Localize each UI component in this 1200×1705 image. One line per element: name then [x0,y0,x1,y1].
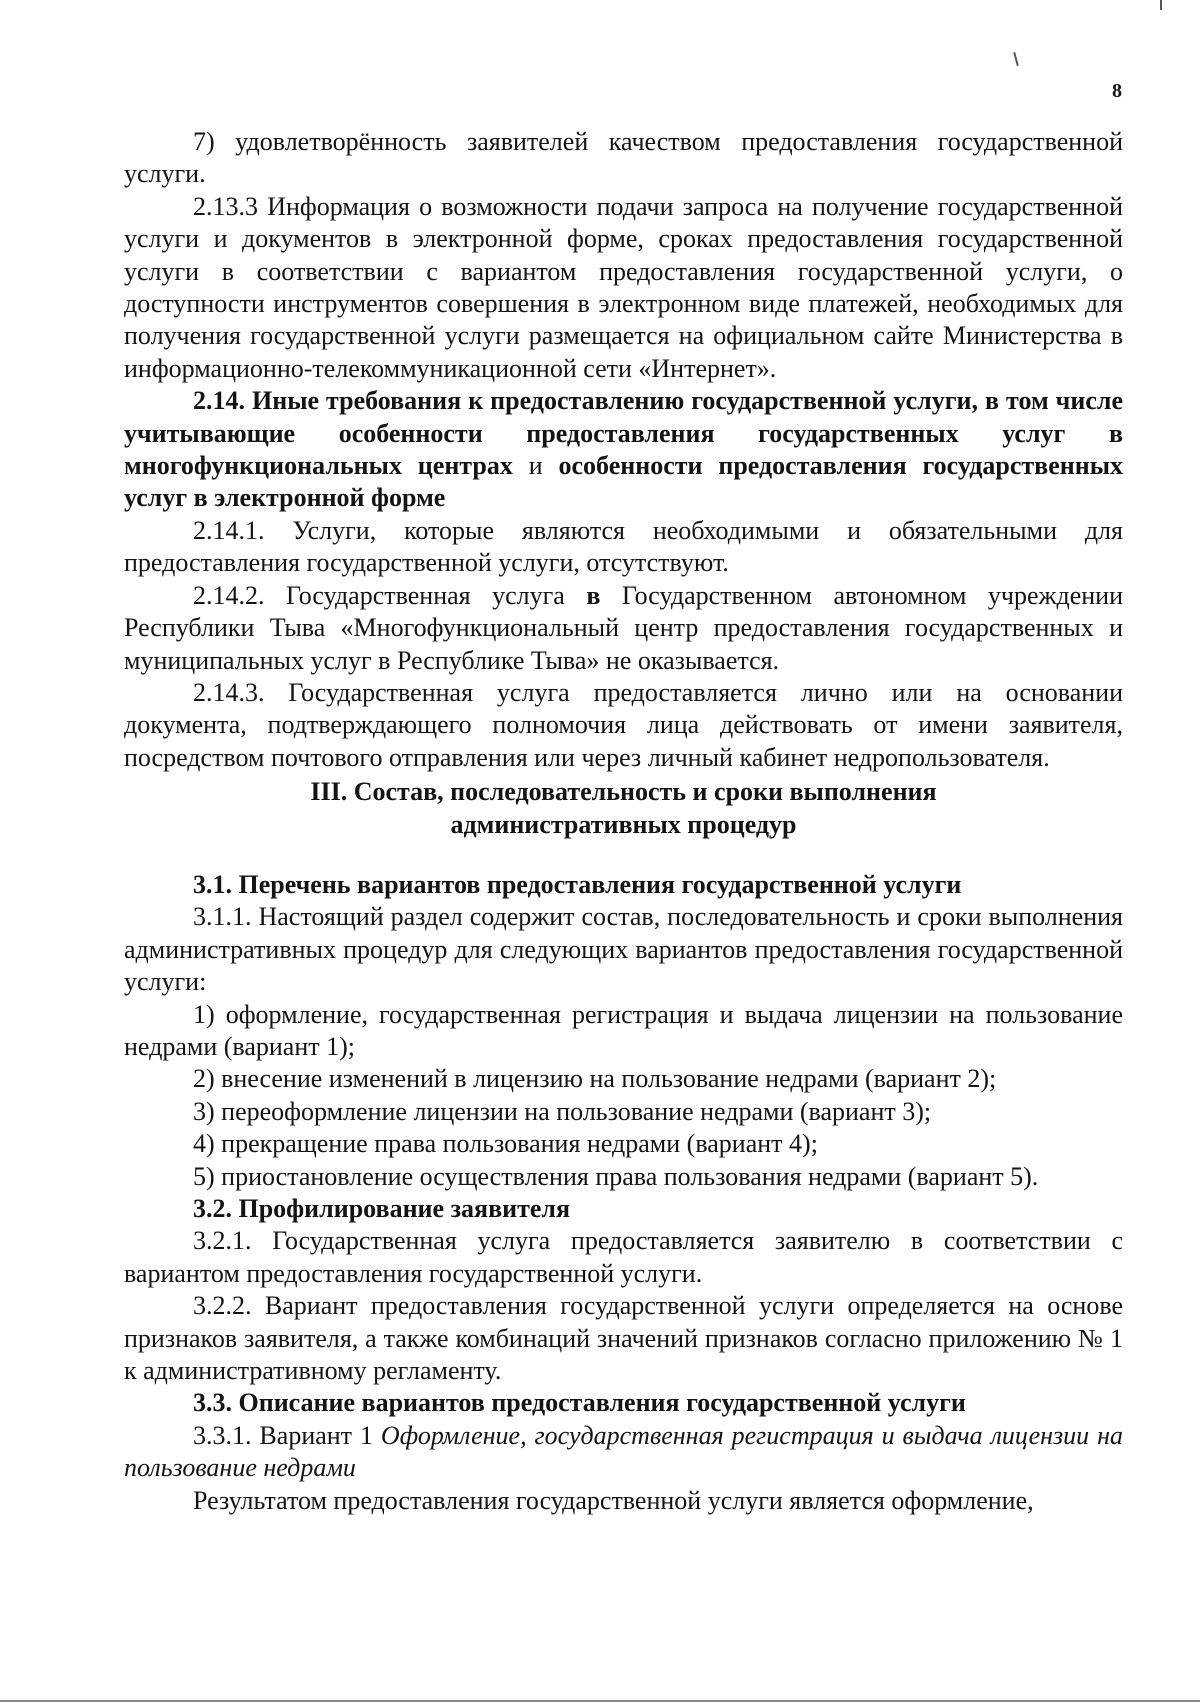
paragraph: 7) удовлетворённость заявителей качеством предоставления государственной услуги. [124,127,1123,189]
section-title-iii: III. Состав, последовательность и сроки выполнения административных процедур [310,777,937,839]
bold-text: особенности предоставления государственных услуг в электронной форме [124,451,1123,513]
paragraph: 3.2.2. Вариант предоставления государственной услуги определяется на основе признаков заявителя, а также комбинаций значений признаков согласно приложению № 1 к административному регламенту. [124,1291,1123,1386]
section-heading-2-14 [124,385,1123,515]
paragraph: 2.13.3 Информация о возможности подачи запроса на получение государственной услуги и документов в электронной форме, сроках предоставления государственной услуги в соответствии с вариантом предоставления государственной услуги, о доступности инструментов совершения в электронном виде платежей, необходимых для получения государственной услуги размещается на официальном сайте Министерства в информационно-телекоммуникационной сети «Интернет». [124,191,1123,383]
page-number: 8 [1112,80,1122,102]
list-item: 3) переоформление лицензии на пользование недрами (вариант 3); [193,1096,932,1126]
paragraph: 2.14.1. Услуги, которые являются необходимыми и обязательными для предоставления государственной услуги, отсутствуют. [124,515,1123,578]
plain-text: 3.3.1. Вариант 1 [193,1420,381,1450]
subsection-heading-3-1 [124,869,1123,901]
paragraph: 3.1.1. Настоящий раздел содержит состав, последовательность и сроки выполнения административных процедур для следующих вариантов предоставления государственной услуги: [124,902,1123,997]
paragraph: Результатом предоставления государственной услуги является оформление, [193,1485,1034,1515]
plain-text: 2.14.2. Государственная услуга [193,580,587,610]
plain-text: и [512,451,559,481]
list-item: 5) приостановление осуществления права пользования недрами (вариант 5). [193,1161,1039,1191]
bold-text: 2.14. Иные требования к предоставлению государственной услуги, в том числе учитывающие особенности предоставления государственных услуг в многофункциональных центрах [124,386,1123,481]
paragraph: 3.2.1. Государственная услуга предоставляется заявителю в соответствии с вариантом предоставления государственной услуги. [124,1226,1123,1288]
document-body [124,126,1123,1517]
bold-text: 3.2. Профилирование заявителя [193,1194,571,1223]
subsection-heading-3-3 [124,1387,1123,1419]
scan-bottom-edge [0,1700,1200,1702]
subsection-heading-3-2 [124,1193,1123,1225]
paragraph [124,1420,1123,1485]
list-item: 4) прекращение права пользования недрами (вариант 4); [193,1129,818,1159]
bold-text: 3.1. Перечень вариантов предоставления государственной услуги [193,869,962,899]
scan-artifact [1013,52,1019,66]
list-item: 2) внесение изменений в лицензию на пользование недрами (вариант 2); [193,1064,997,1094]
paragraph: 2.14.3. Государственная услуга предоставляется лично или на основании документа, подтверждающего полномочия лица действовать от имени заявителя, посредством почтового отправления или через личный кабинет недропользователя. [124,677,1123,772]
italic-text: Оформление, государственная регистрация и выдача лицензии на пользование недрами [124,1420,1123,1483]
scan-artifact [1160,0,1162,10]
list-item: 1) оформление, государственная регистрация и выдача лицензии на пользование недрами (вариант 1); [124,999,1123,1061]
bold-text: 3.3. Описание вариантов предоставления государственной услуги [193,1388,966,1418]
paragraph [124,580,1123,677]
plain-text: Государственном автономном учреждении Республики Тыва «Многофункциональный центр предоставления государственных и муниципальных услуг в Республике Тыва» не оказывается. [124,580,1123,675]
bold-text: в [586,580,601,610]
